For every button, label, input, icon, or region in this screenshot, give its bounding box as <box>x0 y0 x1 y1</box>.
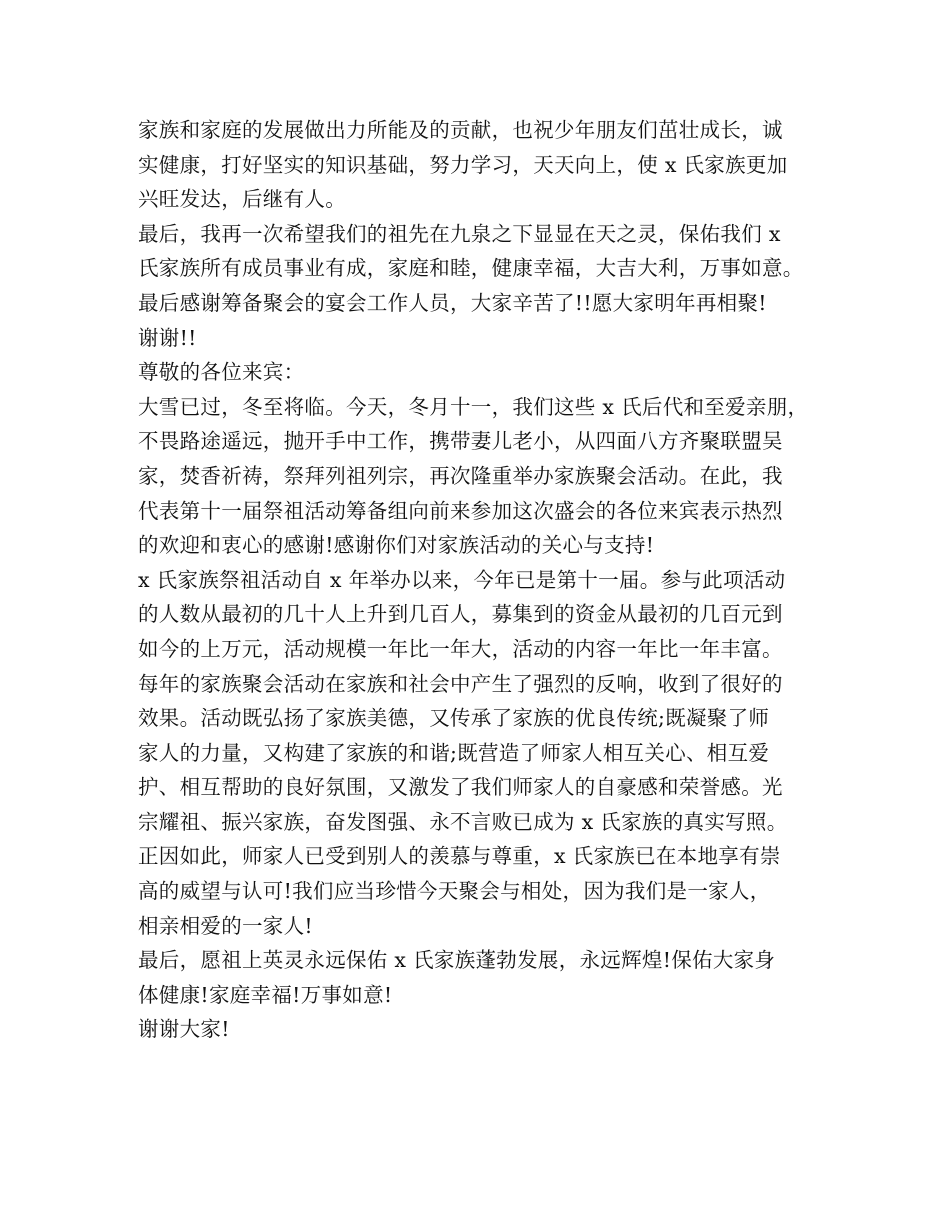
text-line: 代表第十一届祭祖活动筹备组向前来参加这次盛会的各位来宾表示热烈 <box>138 498 783 523</box>
text-line: 宗耀祖、振兴家族，奋发图强、永不言败已成为 x 氏家族的真实写照。 <box>138 809 788 834</box>
text-line: 大雪已过，冬至将临。今天，冬月十一，我们这些 x 氏后代和至爱亲朋， <box>138 394 809 419</box>
text-line: 家人的力量，又构建了家族的和谐;既营造了师家人相互关心、相互爱 <box>138 740 770 765</box>
text-line: 不畏路途遥远，抛开手中工作，携带妻儿老小，从四面八方齐聚联盟吴 <box>138 429 783 454</box>
text-line: 每年的家族聚会活动在家族和社会中产生了强烈的反响，收到了很好的 <box>138 671 783 696</box>
text-line: 谢谢大家! <box>138 1017 230 1042</box>
text-line: 氏家族所有成员事业有成，家庭和睦，健康幸福，大吉大利，万事如意。 <box>138 256 804 281</box>
text-line: 最后，愿祖上英灵永远保佑 x 氏家族蓬勃发展，永远辉煌!保佑大家身 <box>138 948 776 973</box>
text-line: 相亲相爱的一家人! <box>138 913 313 938</box>
text-line: 体健康!家庭幸福!万事如意! <box>138 982 393 1007</box>
text-line: 家，焚香祈祷，祭拜列祖列宗，再次隆重举办家族聚会活动。在此，我 <box>138 463 783 488</box>
text-line: 效果。活动既弘扬了家族美德，又传承了家族的优良传统;既凝聚了师 <box>138 706 770 731</box>
text-line: 尊敬的各位来宾： <box>138 360 305 385</box>
text-line: 最后感谢筹备聚会的宴会工作人员，大家辛苦了!!愿大家明年再相聚! <box>138 290 767 315</box>
document-body <box>138 113 838 1047</box>
text-line: 实健康，打好坚实的知识基础，努力学习，天天向上，使 x 氏家族更加 <box>138 152 788 177</box>
text-line: 的人数从最初的几十人上升到几百人，募集到的资金从最初的几百元到 <box>138 602 783 627</box>
text-line: 的欢迎和衷心的感谢!感谢你们对家族活动的关心与支持! <box>138 533 655 558</box>
text-line: 最后，我再一次希望我们的祖先在九泉之下显显在天之灵，保佑我们 x <box>138 221 781 246</box>
text-line: 护、相互帮助的良好氛围，又激发了我们师家人的自豪感和荣誉感。光 <box>138 775 783 800</box>
text-line: 如今的上万元，活动规模一年比一年大，活动的内容一年比一年丰富。 <box>138 636 783 661</box>
text-line: 正因如此，师家人已受到别人的羡慕与尊重，x 氏家族已在本地享有崇 <box>138 844 781 869</box>
text-line: x 氏家族祭祖活动自 x 年举办以来，今年已是第十一届。参与此项活动 <box>138 567 786 592</box>
text-line: 家族和家庭的发展做出力所能及的贡献，也祝少年朋友们茁壮成长，诚 <box>138 118 783 142</box>
text-line: 兴旺发达，后继有人。 <box>138 187 346 212</box>
text-line: 谢谢!! <box>138 325 197 350</box>
text-line: 高的威望与认可!我们应当珍惜今天聚会与相处，因为我们是一家人， <box>138 879 771 904</box>
